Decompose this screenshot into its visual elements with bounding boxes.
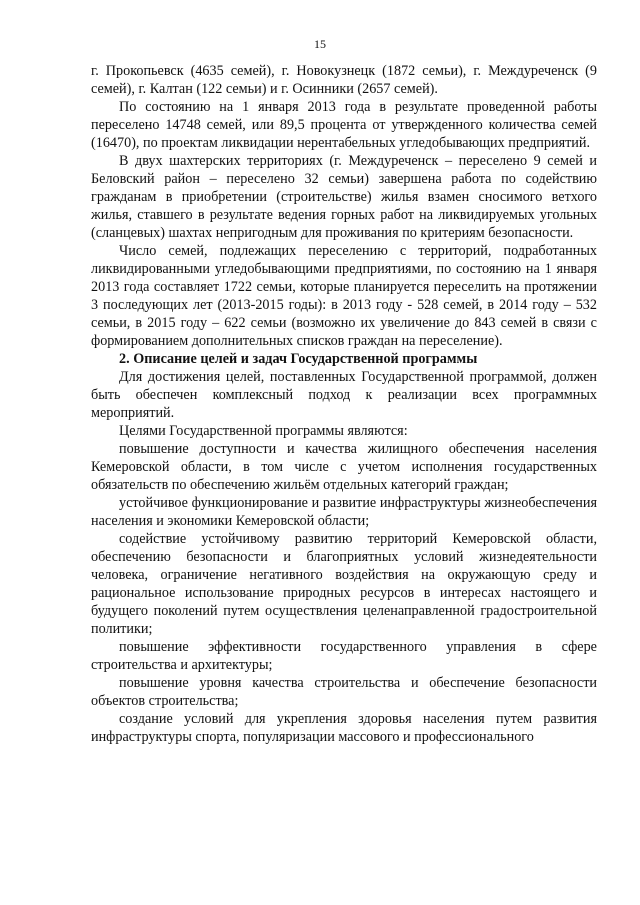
goal-item: устойчивое функционирование и развитие инфраструктуры жизнеобеспечения населения и экономики Кемеровской области; [91,495,597,529]
paragraph: Целями Государственной программы являются: [119,423,408,439]
paragraph: Для достижения целей, поставленных Государственной программой, должен быть обеспечен комплексный подход к реализации всех программных мероприятий. [91,369,597,421]
goal-item: повышение эффективности государственного управления в сфере строительства и архитектуры; [91,639,597,673]
paragraph: По состоянию на 1 января 2013 года в результате проведенной работы переселено 14748 семей, или 89,5 процента от утвержденного количества семей (16470), по проектам ликвидации нерентабельных угледобывающих предприятий. [91,99,597,151]
goal-item: содействие устойчивому развитию территорий Кемеровской области, обеспечению безопасности и благоприятных условий жизнедеятельности человека, ограничение негативного воздействия на окружающую среду и рациональное использование природных ресурсов в интересах настоящего и будущего поколений путем осуществления целенаправленной градостроительной политики; [91,531,597,637]
goal-item: повышение доступности и качества жилищного обеспечения населения Кемеровской области, в том числе с учетом исполнения государственных обязательств по обеспечению жильём отдельных категорий граждан; [91,441,597,493]
paragraph: В двух шахтерских территориях (г. Междуреченск – переселено 9 семей и Беловский район – переселено 32 семьи) завершена работа по содействию гражданам в приобретении (строительстве) жилья взамен сносимого ветхого жилья, ставшего в результате ведения горных работ на ликвидируемых угольных (сланцевых) шахтах непригодным для проживания по критериям безопасности. [91,153,597,241]
goal-item: создание условий для укрепления здоровья населения путем развития инфраструктуры спорта, популяризации массового и профессионального [91,711,597,745]
page-number: 15 [314,37,326,51]
paragraph: Число семей, подлежащих переселению с территорий, подработанных ликвидированными угледобывающими предприятиями, по состоянию на 1 января 2013 года составляет 1722 семьи, которые планируется переселить на протяжении 3 последующих лет (2013-2015 годы): в 2013 году - 528 семей, в 2014 году – 532 семьи, в 2015 году – 622 семьи (возможно их увеличение до 843 семей в связи с формированием дополнительных списков граждан на переселение). [91,243,597,349]
paragraph: г. Прокопьевск (4635 семей), г. Новокузнецк (1872 семьи), г. Междуреченск (9 семей), г. Калтан (122 семьи) и г. Осинники (2657 семей). [91,63,597,97]
document-body [91,62,597,746]
goal-item: повышение уровня качества строительства и обеспечение безопасности объектов строительства; [91,675,597,709]
section-heading: 2. Описание целей и задач Государственной программы [119,351,478,367]
